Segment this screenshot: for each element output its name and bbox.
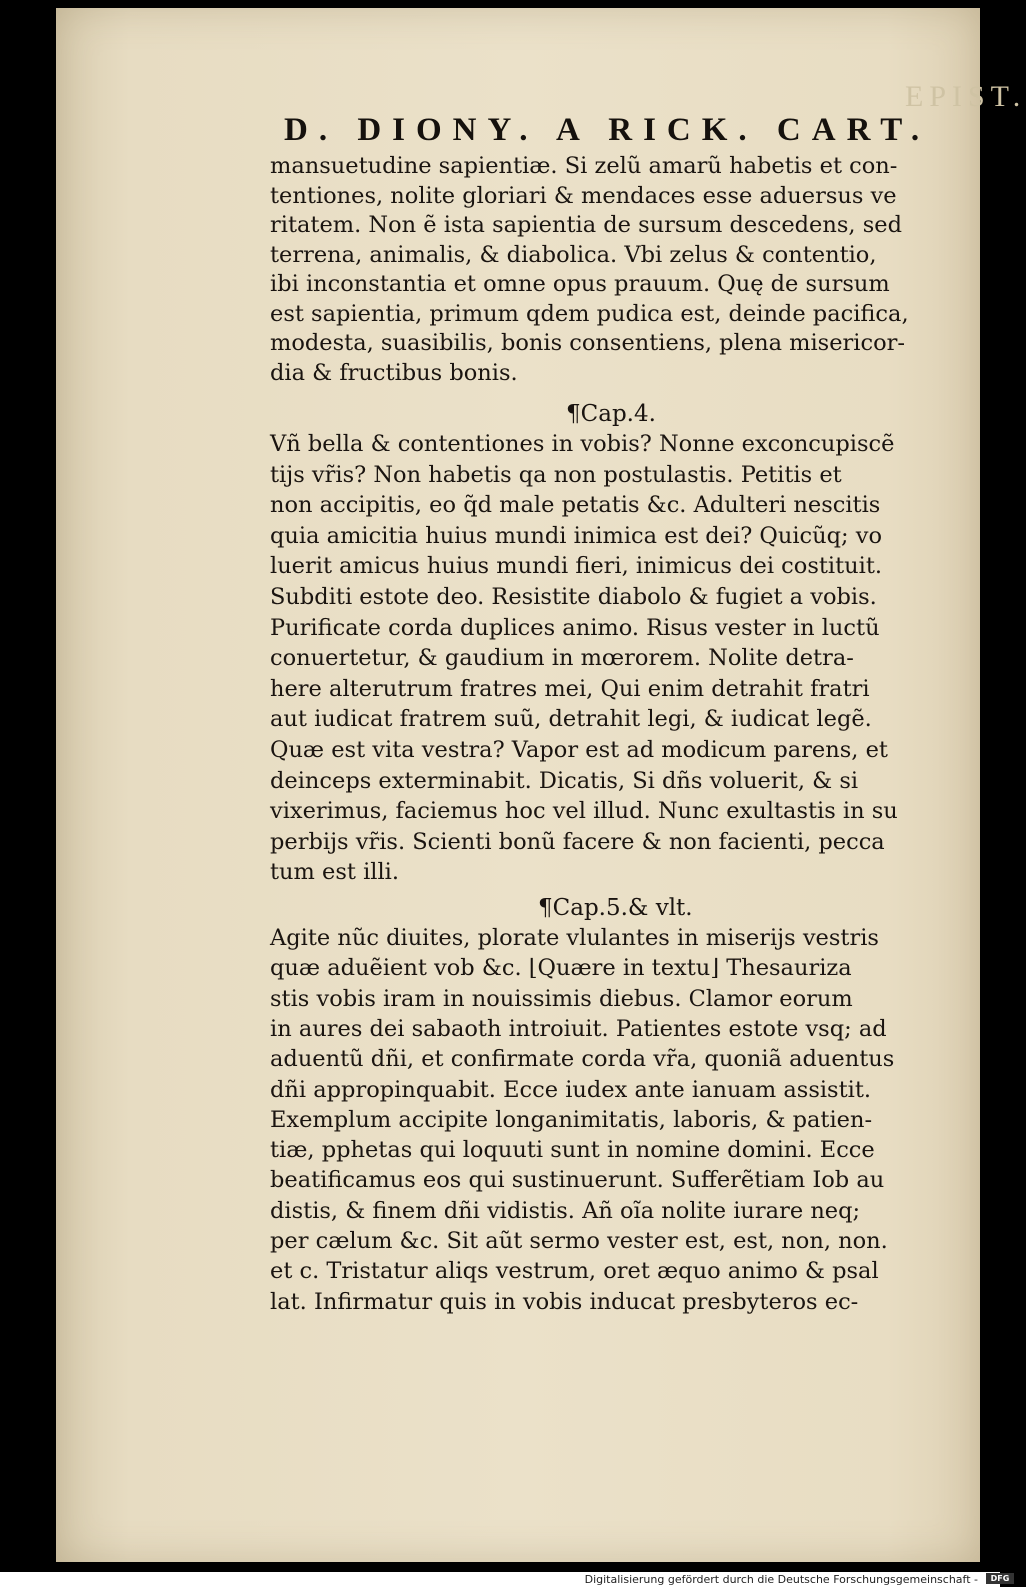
text-line: per cælum &c. Sit aũt sermo vester est, est, non, non. (270, 1228, 888, 1254)
text-line: non accipitis, eo q̃d male petatis &c. Adulteri nescitis (270, 492, 881, 519)
text-line: quæ aduẽient vob &c. ⌊Quære in textu⌋ Thesauriza (270, 955, 852, 982)
chapter-5-heading: ¶Cap.5.& vlt. (538, 895, 693, 921)
text-line: aut iudicat fratrem suũ, detrahit legi, & iudicat legẽ. (270, 706, 872, 733)
text-line: mansuetudine sapientiæ. Si zelũ amarũ habetis et con- (270, 153, 898, 179)
chapter-4-heading: ¶Cap.4. (566, 401, 656, 427)
text-line: est sapientia, primum qdem pudica est, deinde pacifica, (270, 300, 909, 327)
text-line: ritatem. Non ẽ ista sapientia de sursum descedens, sed (270, 212, 902, 238)
text-line: beatificamus eos qui sustinuerunt. Sufferẽtiam Iob au (270, 1167, 885, 1194)
text-line: stis vobis iram in nouissimis diebus. Clamor eorum (270, 985, 853, 1012)
text-line: tiæ, pphetas qui loquuti sunt in nomine domini. Ecce (270, 1137, 875, 1164)
text-line: dia & fructibus bonis. (270, 359, 518, 386)
text-line: deinceps exterminabit. Dicatis, Si dñs voluerit, & si (270, 767, 859, 794)
text-line: Quæ est vita vestra? Vapor est ad modicum parens, et (270, 737, 888, 763)
text-line: tentiones, nolite gloriari & mendaces esse aduersus ve (270, 182, 897, 209)
running-head: D. DIONY. A RICK. CART. (284, 112, 931, 148)
bleed-through-text: EPIST. (905, 80, 1026, 113)
text-line: quia amicitia huius mundi inimica est dei? Quicũq; vo (270, 522, 883, 549)
text-line: lat. Infirmatur quis in vobis inducat presbyteros ec- (270, 1288, 859, 1315)
text-line: perbijs vr̃is. Scienti bonũ facere & non facienti, pecca (270, 828, 885, 855)
text-line: Purificate corda duplices animo. Risus vester in luctũ (270, 614, 880, 641)
text-line: aduentũ dñi, et confirmate corda vr̃a, quoniã aduentus (270, 1046, 895, 1073)
text-line: modesta, suasibilis, bonis consentiens, plena misericor- (270, 330, 905, 356)
text-line: Subditi estote deo. Resistite diabolo & fugiet a vobis. (270, 584, 877, 610)
text-line: terrena, animalis, & diabolica. Vbi zelus & contentio, (270, 241, 877, 268)
text-line: vixerimus, faciemus hoc vel illud. Nunc exultastis in su (270, 798, 898, 825)
text-line: luerit amicus huius mundi fieri, inimicus dei costituit. (270, 553, 883, 580)
text-line: Vñ bella & contentiones in vobis? Nonne exconcupiscẽ (270, 431, 895, 457)
text-line: Agite nũc diuites, plorate vlulantes in miserijs vestris (270, 925, 879, 951)
text-line: ibi inconstantia et omne opus prauum. Quę de sursum (270, 271, 890, 297)
text-line: Exemplum accipite longanimitatis, laboris, & patien- (270, 1106, 873, 1133)
text-line: et c. Tristatur aliqs vestrum, oret æquo animo & psal (270, 1258, 879, 1285)
text-line: tum est illi. (270, 859, 400, 886)
text-line: conuertetur, & gaudium in mœrorem. Nolite detra- (270, 645, 854, 672)
footer-credit: Digitalisierung gefördert durch die Deutsche Forschungsgemeinschaft - (584, 1573, 978, 1586)
text-line: distis, & finem dñi vidistis. Añ oĩa nolite iurare neq; (270, 1197, 861, 1224)
text-line: in aures dei sabaoth introiuit. Patientes estote vsq; ad (270, 1015, 887, 1042)
text-line: dñi appropinquabit. Ecce iudex ante ianuam assistit. (270, 1076, 872, 1103)
text-line: tijs vr̃is? Non habetis qa non postulastis. Petitis et (270, 461, 842, 488)
text-line: here alterutrum fratres mei, Qui enim detrahit fratri (270, 675, 870, 702)
dfg-logo: DFG (986, 1573, 1014, 1584)
